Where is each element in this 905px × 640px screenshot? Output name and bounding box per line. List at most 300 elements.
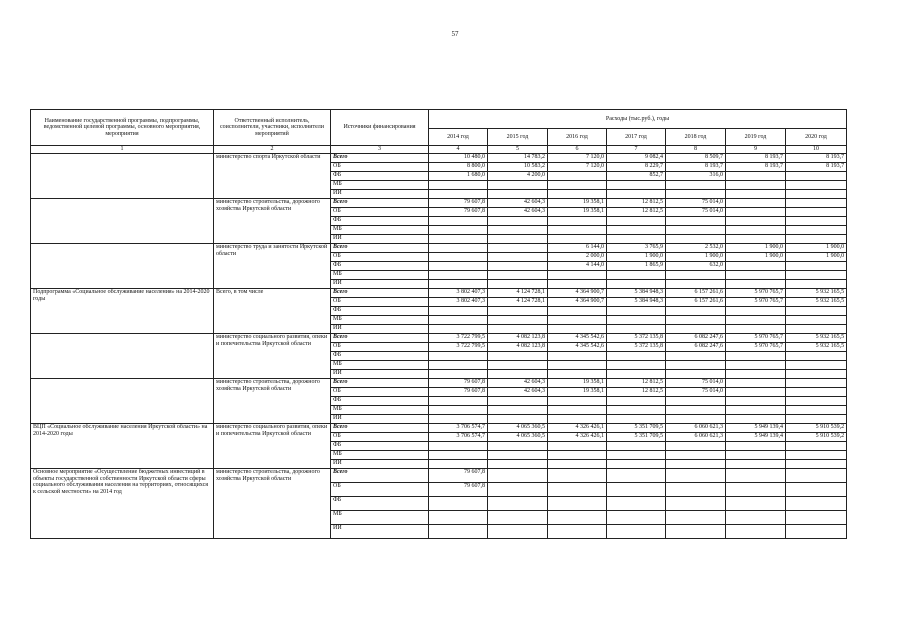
program-name-cell: [31, 379, 214, 424]
header-column-number: 8: [666, 146, 726, 154]
header-column-number: 6: [548, 146, 607, 154]
expense-value-cell: 75 014,0: [666, 388, 726, 397]
expense-value-cell: 5 910 539,2: [786, 433, 847, 442]
expense-value-cell: [786, 525, 847, 539]
expense-value-cell: [548, 325, 607, 334]
expense-value-cell: [786, 451, 847, 460]
expense-value-cell: [429, 280, 488, 289]
expense-value-cell: [666, 217, 726, 226]
header-column-number: 3: [331, 146, 429, 154]
expense-value-cell: [488, 190, 548, 199]
expense-value-cell: 5 384 948,3: [607, 289, 666, 298]
expense-value-cell: [607, 271, 666, 280]
expense-value-cell: 79 607,8: [429, 388, 488, 397]
header-year: 2017 год: [607, 129, 666, 146]
expense-value-cell: [607, 226, 666, 235]
expense-value-cell: [786, 217, 847, 226]
funding-source-cell: Всего: [331, 289, 429, 298]
expense-value-cell: 42 604,3: [488, 208, 548, 217]
funding-source-cell: ИИ: [331, 325, 429, 334]
expense-value-cell: [548, 497, 607, 511]
expense-value-cell: [429, 406, 488, 415]
table-row: [31, 379, 847, 388]
expense-value-cell: [726, 397, 786, 406]
expense-value-cell: [429, 511, 488, 525]
expense-value-cell: [786, 388, 847, 397]
expense-value-cell: [488, 226, 548, 235]
expense-value-cell: [726, 469, 786, 483]
executor-cell: министерство социального развития, опеки и попечительства Иркутской области: [214, 334, 331, 379]
expense-value-cell: [786, 325, 847, 334]
expense-value-cell: [607, 525, 666, 539]
expense-value-cell: 8 193,7: [666, 163, 726, 172]
expense-value-cell: 4 082 123,8: [488, 334, 548, 343]
header-column-number: 7: [607, 146, 666, 154]
expense-value-cell: [607, 370, 666, 379]
expense-value-cell: [786, 181, 847, 190]
expense-value-cell: [429, 235, 488, 244]
funding-source-cell: ОБ: [331, 208, 429, 217]
expense-value-cell: 3 706 574,7: [429, 424, 488, 433]
table-row: [31, 424, 847, 433]
funding-source-cell: МБ: [331, 451, 429, 460]
expense-value-cell: [488, 253, 548, 262]
expense-value-cell: 79 607,8: [429, 379, 488, 388]
funding-source-cell: ОБ: [331, 433, 429, 442]
table-row: [31, 244, 847, 253]
expense-value-cell: [548, 316, 607, 325]
expense-value-cell: [726, 497, 786, 511]
expense-value-cell: [786, 262, 847, 271]
expense-value-cell: 4 326 426,1: [548, 424, 607, 433]
expense-value-cell: [726, 388, 786, 397]
expense-value-cell: [786, 379, 847, 388]
expense-value-cell: 4 124 728,1: [488, 298, 548, 307]
expense-value-cell: [429, 271, 488, 280]
funding-source-cell: Всего: [331, 334, 429, 343]
expense-value-cell: [548, 172, 607, 181]
expense-value-cell: [488, 525, 548, 539]
expense-value-cell: [488, 511, 548, 525]
header-column-number: 1: [31, 146, 214, 154]
expense-value-cell: 14 783,2: [488, 154, 548, 163]
expense-value-cell: 5 970 765,7: [726, 289, 786, 298]
funding-source-cell: ОБ: [331, 253, 429, 262]
header-source: Источники финансирования: [331, 110, 429, 146]
expense-value-cell: [726, 316, 786, 325]
expense-value-cell: [607, 190, 666, 199]
expense-value-cell: [666, 442, 726, 451]
expense-value-cell: [488, 497, 548, 511]
expense-value-cell: [548, 511, 607, 525]
expense-value-cell: [666, 483, 726, 497]
expense-value-cell: 316,0: [666, 172, 726, 181]
expense-value-cell: [666, 469, 726, 483]
expense-value-cell: [548, 415, 607, 424]
expense-value-cell: 5 351 709,5: [607, 433, 666, 442]
expense-value-cell: [666, 352, 726, 361]
funding-source-cell: МБ: [331, 361, 429, 370]
expense-value-cell: [607, 217, 666, 226]
expense-value-cell: [607, 181, 666, 190]
expense-value-cell: [548, 361, 607, 370]
budget-table: [30, 109, 847, 539]
expense-value-cell: [548, 190, 607, 199]
expense-value-cell: [666, 226, 726, 235]
executor-cell: министерство труда и занятости Иркутской области: [214, 244, 331, 289]
expense-value-cell: [726, 325, 786, 334]
expense-value-cell: 75 014,0: [666, 379, 726, 388]
expense-value-cell: 632,0: [666, 262, 726, 271]
expense-value-cell: 8 193,7: [726, 163, 786, 172]
expense-value-cell: [786, 316, 847, 325]
expense-value-cell: [726, 181, 786, 190]
expense-value-cell: [488, 271, 548, 280]
expense-value-cell: [786, 307, 847, 316]
expense-value-cell: [666, 415, 726, 424]
expense-value-cell: [488, 451, 548, 460]
expense-value-cell: [548, 226, 607, 235]
expense-value-cell: [488, 352, 548, 361]
expense-value-cell: 8 509,7: [666, 154, 726, 163]
funding-source-cell: ИИ: [331, 460, 429, 469]
expense-value-cell: [726, 415, 786, 424]
expense-value-cell: 6 060 621,3: [666, 424, 726, 433]
expense-value-cell: [488, 325, 548, 334]
expense-value-cell: [548, 352, 607, 361]
expense-value-cell: [607, 361, 666, 370]
funding-source-cell: МБ: [331, 226, 429, 235]
expense-value-cell: [488, 244, 548, 253]
expense-value-cell: [548, 460, 607, 469]
expense-value-cell: 6 157 261,6: [666, 289, 726, 298]
expense-value-cell: [488, 361, 548, 370]
expense-value-cell: [429, 415, 488, 424]
expense-value-cell: 1 900,0: [786, 253, 847, 262]
expense-value-cell: [548, 442, 607, 451]
expense-value-cell: 12 812,5: [607, 379, 666, 388]
expense-value-cell: [429, 451, 488, 460]
expense-value-cell: 4 082 123,8: [488, 343, 548, 352]
funding-source-cell: ФБ: [331, 442, 429, 451]
expense-value-cell: 5 970 765,7: [726, 334, 786, 343]
funding-source-cell: ОБ: [331, 388, 429, 397]
expense-value-cell: [786, 235, 847, 244]
header-program: Наименование государственной программы, подпрограммы, ведомственной целевой программы, основного мероприятия, мероприятия: [31, 110, 214, 146]
funding-source-cell: ОБ: [331, 483, 429, 497]
header-executor: Ответственный исполнитель, соисполнители, участники, исполнители мероприятий: [214, 110, 331, 146]
funding-source-cell: ФБ: [331, 307, 429, 316]
expense-value-cell: 4 326 426,1: [548, 433, 607, 442]
header-column-number: 5: [488, 146, 548, 154]
expense-value-cell: [429, 397, 488, 406]
expense-value-cell: [726, 271, 786, 280]
expense-value-cell: [666, 460, 726, 469]
expense-value-cell: 5 351 709,5: [607, 424, 666, 433]
expense-value-cell: 6 060 621,3: [666, 433, 726, 442]
funding-source-cell: ФБ: [331, 172, 429, 181]
expense-value-cell: 12 812,5: [607, 388, 666, 397]
expense-value-cell: [726, 307, 786, 316]
expense-value-cell: [726, 217, 786, 226]
expense-value-cell: [786, 370, 847, 379]
expense-value-cell: [607, 307, 666, 316]
expense-value-cell: 5 949 139,4: [726, 433, 786, 442]
expense-value-cell: 12 812,5: [607, 199, 666, 208]
expense-value-cell: 79 607,8: [429, 483, 488, 497]
expense-value-cell: 4 200,0: [488, 172, 548, 181]
expense-value-cell: [786, 361, 847, 370]
expense-value-cell: [726, 226, 786, 235]
expense-value-cell: 5 932 165,5: [786, 289, 847, 298]
expense-value-cell: 10 480,0: [429, 154, 488, 163]
expense-value-cell: 5 384 948,3: [607, 298, 666, 307]
expense-value-cell: [429, 307, 488, 316]
expense-value-cell: [607, 235, 666, 244]
expense-value-cell: [666, 406, 726, 415]
expense-value-cell: [786, 397, 847, 406]
expense-value-cell: [488, 181, 548, 190]
expense-value-cell: [726, 262, 786, 271]
expense-value-cell: [607, 483, 666, 497]
expense-value-cell: [666, 316, 726, 325]
expense-value-cell: [726, 379, 786, 388]
expense-value-cell: [726, 406, 786, 415]
expense-value-cell: [429, 316, 488, 325]
expense-value-cell: 3 765,9: [607, 244, 666, 253]
expense-value-cell: [488, 397, 548, 406]
expense-value-cell: 19 358,1: [548, 388, 607, 397]
expense-value-cell: 4 364 900,7: [548, 289, 607, 298]
funding-source-cell: ИИ: [331, 370, 429, 379]
expense-value-cell: [786, 280, 847, 289]
expense-value-cell: [726, 361, 786, 370]
expense-value-cell: [726, 442, 786, 451]
expense-value-cell: 79 607,8: [429, 199, 488, 208]
expense-value-cell: [786, 460, 847, 469]
expense-value-cell: 42 604,3: [488, 379, 548, 388]
expense-value-cell: [488, 280, 548, 289]
expense-value-cell: [786, 352, 847, 361]
expense-value-cell: [488, 460, 548, 469]
funding-source-cell: МБ: [331, 271, 429, 280]
expense-value-cell: 4 124 728,1: [488, 289, 548, 298]
funding-source-cell: ОБ: [331, 343, 429, 352]
expense-value-cell: [786, 226, 847, 235]
expense-value-cell: 3 802 407,3: [429, 298, 488, 307]
header-year: 2019 год: [726, 129, 786, 146]
expense-value-cell: 1 900,0: [607, 253, 666, 262]
expense-value-cell: [548, 451, 607, 460]
expense-value-cell: [488, 316, 548, 325]
expense-value-cell: 4 065 360,5: [488, 424, 548, 433]
expense-value-cell: 12 812,5: [607, 208, 666, 217]
expense-value-cell: [786, 406, 847, 415]
expense-value-cell: [666, 497, 726, 511]
table-row: [31, 154, 847, 163]
expense-value-cell: 3 706 574,7: [429, 433, 488, 442]
expense-value-cell: 3 802 407,3: [429, 289, 488, 298]
expense-value-cell: 75 014,0: [666, 199, 726, 208]
funding-source-cell: ОБ: [331, 163, 429, 172]
expense-value-cell: [488, 307, 548, 316]
expense-value-cell: [429, 226, 488, 235]
funding-source-cell: МБ: [331, 406, 429, 415]
expense-value-cell: [607, 280, 666, 289]
expense-value-cell: [548, 370, 607, 379]
expense-value-cell: 1 900,0: [666, 253, 726, 262]
expense-value-cell: [548, 469, 607, 483]
expense-value-cell: [786, 483, 847, 497]
funding-source-cell: Всего: [331, 244, 429, 253]
expense-value-cell: [488, 217, 548, 226]
expense-value-cell: [666, 525, 726, 539]
expense-value-cell: [666, 181, 726, 190]
expense-value-cell: 4 345 542,6: [548, 343, 607, 352]
expense-value-cell: [726, 483, 786, 497]
expense-value-cell: [488, 370, 548, 379]
expense-value-cell: [786, 497, 847, 511]
table-row: [31, 289, 847, 298]
program-name-cell: Подпрограмма «Социальное обслуживание населения» на 2014-2020 годы: [31, 289, 214, 334]
expense-value-cell: [607, 469, 666, 483]
expense-value-cell: 42 604,3: [488, 199, 548, 208]
funding-source-cell: Всего: [331, 469, 429, 483]
expense-value-cell: 7 120,0: [548, 154, 607, 163]
expense-value-cell: 8 193,7: [786, 163, 847, 172]
expense-value-cell: [666, 361, 726, 370]
program-name-cell: [31, 334, 214, 379]
expense-value-cell: [429, 190, 488, 199]
expense-value-cell: [429, 361, 488, 370]
expense-value-cell: [548, 280, 607, 289]
expense-value-cell: 5 372 135,8: [607, 334, 666, 343]
expense-value-cell: [607, 511, 666, 525]
page-number: 57: [451, 30, 459, 38]
expense-value-cell: [607, 325, 666, 334]
funding-source-cell: ИИ: [331, 415, 429, 424]
expense-value-cell: 5 932 165,5: [786, 343, 847, 352]
funding-source-cell: ФБ: [331, 397, 429, 406]
expense-value-cell: [786, 511, 847, 525]
expense-value-cell: [726, 460, 786, 469]
expense-value-cell: 2 532,0: [666, 244, 726, 253]
expense-value-cell: [607, 460, 666, 469]
expense-value-cell: [726, 190, 786, 199]
expense-value-cell: [488, 406, 548, 415]
expense-value-cell: [488, 442, 548, 451]
expense-value-cell: 19 358,1: [548, 208, 607, 217]
expense-value-cell: [488, 483, 548, 497]
expense-value-cell: [429, 181, 488, 190]
expense-value-cell: [607, 451, 666, 460]
expense-value-cell: [548, 525, 607, 539]
expense-value-cell: [548, 217, 607, 226]
expense-value-cell: [786, 442, 847, 451]
executor-cell: Всего, в том числе: [214, 289, 331, 334]
expense-value-cell: 8 800,0: [429, 163, 488, 172]
expense-value-cell: [786, 469, 847, 483]
expense-value-cell: 4 065 360,5: [488, 433, 548, 442]
expense-value-cell: [726, 525, 786, 539]
expense-value-cell: [429, 460, 488, 469]
funding-source-cell: ФБ: [331, 262, 429, 271]
expense-value-cell: 5 970 765,7: [726, 298, 786, 307]
header-year: 2020 год: [786, 129, 847, 146]
expense-value-cell: [607, 497, 666, 511]
expense-value-cell: [666, 271, 726, 280]
expense-value-cell: 8 229,7: [607, 163, 666, 172]
funding-source-cell: Всего: [331, 424, 429, 433]
table-row: [31, 334, 847, 343]
expense-value-cell: 19 358,1: [548, 379, 607, 388]
expense-value-cell: [607, 406, 666, 415]
table-body: [31, 154, 847, 539]
expense-value-cell: 5 932 165,5: [786, 298, 847, 307]
expense-value-cell: [548, 271, 607, 280]
expense-value-cell: 8 193,7: [726, 154, 786, 163]
expense-value-cell: [607, 397, 666, 406]
funding-source-cell: ФБ: [331, 497, 429, 511]
expense-value-cell: [429, 525, 488, 539]
program-name-cell: [31, 154, 214, 199]
expense-value-cell: [726, 208, 786, 217]
funding-source-cell: ИИ: [331, 235, 429, 244]
funding-source-cell: ИИ: [331, 190, 429, 199]
table-row: [31, 199, 847, 208]
expense-value-cell: 4 345 542,6: [548, 334, 607, 343]
expense-value-cell: [607, 415, 666, 424]
executor-cell: министерство строительства, дорожного хозяйства Иркутской области: [214, 469, 331, 539]
expense-value-cell: [548, 406, 607, 415]
expense-value-cell: [429, 497, 488, 511]
expense-value-cell: 1 900,0: [786, 244, 847, 253]
expense-value-cell: [786, 208, 847, 217]
expense-value-cell: 4 144,0: [548, 262, 607, 271]
expense-value-cell: 1 865,9: [607, 262, 666, 271]
expense-value-cell: [666, 511, 726, 525]
expense-value-cell: 1 900,0: [726, 253, 786, 262]
expense-value-cell: [666, 280, 726, 289]
funding-source-cell: ИИ: [331, 280, 429, 289]
expense-value-cell: 19 358,1: [548, 199, 607, 208]
expense-value-cell: 5 949 139,4: [726, 424, 786, 433]
program-name-cell: [31, 199, 214, 244]
program-name-cell: [31, 244, 214, 289]
expense-value-cell: 852,7: [607, 172, 666, 181]
header-column-number: 2: [214, 146, 331, 154]
expense-value-cell: [607, 442, 666, 451]
expense-value-cell: 3 722 799,5: [429, 334, 488, 343]
expense-value-cell: 3 722 799,5: [429, 343, 488, 352]
executor-cell: министерство социального развития, опеки и попечительства Иркутской области: [214, 424, 331, 469]
header-year: 2018 год: [666, 129, 726, 146]
expense-value-cell: [786, 415, 847, 424]
header-year: 2014 год: [429, 129, 488, 146]
expense-value-cell: 5 372 135,8: [607, 343, 666, 352]
expense-value-cell: [666, 307, 726, 316]
expense-value-cell: [726, 235, 786, 244]
expense-value-cell: [726, 451, 786, 460]
funding-source-cell: Всего: [331, 379, 429, 388]
expense-value-cell: [488, 235, 548, 244]
funding-source-cell: Всего: [331, 154, 429, 163]
expense-value-cell: 4 364 900,7: [548, 298, 607, 307]
expense-value-cell: [429, 325, 488, 334]
funding-source-cell: ФБ: [331, 217, 429, 226]
expense-value-cell: [666, 325, 726, 334]
expense-value-cell: 8 193,7: [786, 154, 847, 163]
